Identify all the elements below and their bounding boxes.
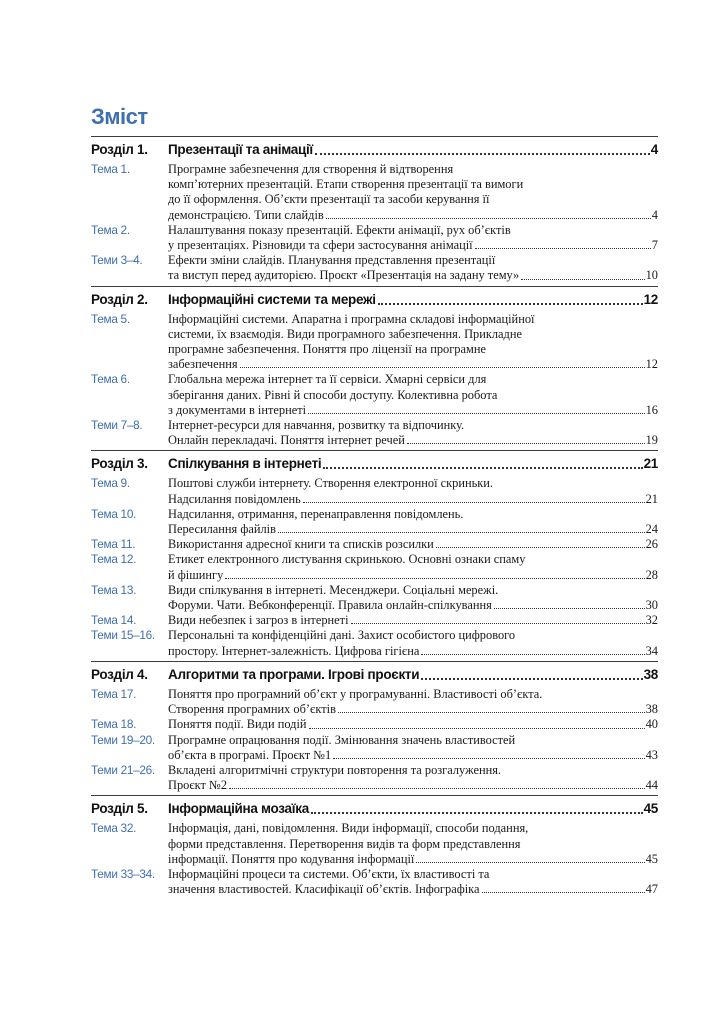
section-heading[interactable] xyxy=(91,137,658,162)
topic-entry[interactable] xyxy=(91,763,658,793)
topic-label: Тема 5. xyxy=(91,311,130,326)
section-title: Інформаційні системи та мережі xyxy=(168,291,376,307)
section-spacer xyxy=(91,897,658,899)
topic-line: до її оформлення. Об’єкти презентації та засоби керування її xyxy=(168,192,490,207)
topic-line: системи, їх взаємодія. Види програмного забезпечення. Прикладне xyxy=(168,326,522,341)
page-title: Зміст xyxy=(91,104,148,129)
topic-line: Інтернет-ресурси для навчання, розвитку та відпочинку. xyxy=(168,418,465,433)
section-page-number: 21 xyxy=(643,456,658,472)
topic-label: Теми 3–4. xyxy=(91,253,143,268)
topic-entry[interactable] xyxy=(91,312,658,373)
dot-leader xyxy=(416,862,644,863)
toc-list xyxy=(91,136,658,899)
topic-line: та виступ перед аудиторією. Проєкт «Презентація на задану тему» xyxy=(168,268,520,283)
topic-label: Тема 18. xyxy=(91,717,137,732)
dot-leader xyxy=(407,443,645,444)
topic-text xyxy=(168,763,658,793)
section-page-number: 38 xyxy=(643,666,658,682)
topic-line: Пересилання файлів xyxy=(168,522,276,537)
topic-text xyxy=(168,613,658,628)
topic-label: Тема 12. xyxy=(91,552,137,567)
section-title: Інформаційна мозаїка xyxy=(168,801,309,817)
topic-page-number: 24 xyxy=(645,522,658,537)
topic-line: зберігання даних. Рівні й способи доступу. Колективна робота xyxy=(168,387,498,402)
dot-leader xyxy=(333,758,644,759)
dot-leader xyxy=(494,608,645,609)
topic-last-line xyxy=(168,748,658,763)
dot-leader xyxy=(323,467,642,469)
topic-line: Інформація, дані, повідомлення. Види інформації, способи подання, xyxy=(168,821,529,836)
topic-text xyxy=(168,162,658,223)
topic-line: Створення програмних об’єктів xyxy=(168,702,336,717)
topic-text xyxy=(168,223,658,253)
topic-entry[interactable] xyxy=(91,223,658,253)
topic-page-number: 12 xyxy=(645,357,658,372)
dot-leader xyxy=(278,532,645,533)
topic-line: Надсилання повідомлень xyxy=(168,491,301,506)
dot-leader xyxy=(475,248,651,249)
topic-text xyxy=(168,583,658,613)
section-page-number: 45 xyxy=(643,801,658,817)
topic-text xyxy=(168,867,658,897)
dot-leader xyxy=(436,547,645,548)
topic-page-number: 44 xyxy=(645,778,658,793)
topic-line: комп’ютерних презентацій. Етапи створення презентації та вимоги xyxy=(168,177,524,192)
topic-text xyxy=(168,418,658,448)
section-title: Алгоритми та програми. Ігрові проєкти xyxy=(168,666,420,682)
dot-leader xyxy=(309,728,645,729)
topic-label: Теми 33–34. xyxy=(91,866,155,881)
topic-entry[interactable] xyxy=(91,476,658,506)
topic-page-number: 10 xyxy=(645,268,658,283)
dot-leader xyxy=(521,279,644,280)
topic-text xyxy=(168,733,658,763)
section-title: Презентації та анімації xyxy=(168,142,313,157)
topic-line: Надсилання, отримання, перенаправлення повідомлень. xyxy=(168,506,464,521)
topic-line: Поняття події. Види подій xyxy=(168,717,307,732)
section-heading[interactable] xyxy=(91,796,658,821)
topic-entry[interactable] xyxy=(91,628,658,658)
topic-label: Тема 2. xyxy=(91,222,130,237)
dot-leader xyxy=(482,892,645,893)
topic-text xyxy=(168,537,658,552)
topic-line: Онлайн перекладачі. Поняття інтернет речей xyxy=(168,433,405,448)
topic-label: Тема 9. xyxy=(91,476,130,491)
dot-leader xyxy=(240,367,645,368)
dot-leader xyxy=(351,623,645,624)
topic-last-line xyxy=(168,403,658,418)
topic-text xyxy=(168,687,658,717)
topic-text xyxy=(168,552,658,582)
topic-line: Види небезпек і загроз в інтернеті xyxy=(168,613,349,628)
section-number: Розділ 5. xyxy=(91,801,148,817)
dot-leader xyxy=(338,712,645,713)
section-number: Розділ 4. xyxy=(91,666,148,682)
topic-page-number: 7 xyxy=(651,238,658,253)
topic-label: Тема 1. xyxy=(91,162,130,176)
topic-last-line xyxy=(168,522,658,537)
topic-entry[interactable] xyxy=(91,583,658,613)
dot-leader xyxy=(326,218,651,219)
topic-line: у презентаціях. Різновиди та сфери застосування анімації xyxy=(168,238,473,253)
topic-line: Поняття про програмний об’єкт у програмуванні. Властивості об’єкта. xyxy=(168,686,543,701)
topic-text xyxy=(168,821,658,867)
topic-label: Теми 19–20. xyxy=(91,732,155,747)
topic-line: Етикет електронного листування скринькою. Основні ознаки спаму xyxy=(168,552,526,567)
topic-line: Вкладені алгоритмічні структури повторення та розгалуження. xyxy=(168,762,502,777)
topic-text xyxy=(168,717,658,732)
topic-last-line xyxy=(168,238,658,253)
topic-last-line xyxy=(168,598,658,613)
topic-page-number: 26 xyxy=(645,537,658,552)
topic-last-line xyxy=(168,613,658,628)
topic-entry[interactable] xyxy=(91,687,658,717)
topic-label: Теми 21–26. xyxy=(91,762,155,777)
topic-page-number: 40 xyxy=(645,717,658,732)
topic-label: Тема 17. xyxy=(91,686,137,701)
topic-label: Теми 7–8. xyxy=(91,418,143,433)
topic-entry[interactable] xyxy=(91,162,658,223)
topic-last-line xyxy=(168,268,658,283)
topic-line: об’єкта в програмі. Проєкт №1 xyxy=(168,747,332,762)
topic-last-line xyxy=(168,717,658,732)
topic-line: простору. Інтернет-залежність. Цифрова гігієна xyxy=(168,643,420,658)
topic-entry[interactable] xyxy=(91,253,658,283)
topic-page-number: 47 xyxy=(645,882,658,897)
topic-label: Тема 11. xyxy=(91,537,136,552)
topic-text xyxy=(168,628,658,658)
topic-line: й фішингу xyxy=(168,567,224,582)
topic-page-number: 4 xyxy=(651,207,658,222)
topic-text xyxy=(168,253,658,283)
topic-last-line xyxy=(168,568,658,583)
topic-line: Ефекти зміни слайдів. Планування представлення презентації xyxy=(168,253,496,268)
topic-last-line xyxy=(168,492,658,507)
topic-line: Види спілкування в інтернеті. Месенджери. Соціальні мережі. xyxy=(168,582,499,597)
topic-line: Використання адресної книги та списків розсилки xyxy=(168,537,434,552)
topic-line: демонстрацією. Типи слайдів xyxy=(168,207,324,222)
topic-entry[interactable] xyxy=(91,418,658,448)
topic-label: Тема 32. xyxy=(91,821,137,836)
dot-leader xyxy=(421,654,644,655)
topic-page-number: 34 xyxy=(645,643,658,658)
topic-label: Теми 15–16. xyxy=(91,628,155,643)
topic-page-number: 32 xyxy=(645,613,658,628)
topic-line: Інформаційні системи. Апаратна і програмна складові інформаційної xyxy=(168,311,535,326)
topic-line: Поштові служби інтернету. Створення електронної скриньки. xyxy=(168,476,493,491)
topic-line: Форуми. Чати. Вебконференції. Правила онлайн-спілкування xyxy=(168,598,492,613)
section-number: Розділ 3. xyxy=(91,456,148,472)
topic-line: з документами в інтернеті xyxy=(168,402,307,417)
topic-line: Програмне забезпечення для створення й відтворення xyxy=(168,162,454,176)
topic-entry[interactable] xyxy=(91,372,658,418)
dot-leader xyxy=(225,578,644,579)
section-title: Спілкування в інтернеті xyxy=(168,456,322,472)
topic-page-number: 38 xyxy=(645,702,658,717)
topic-entry[interactable] xyxy=(91,613,658,628)
topic-line: інформації. Поняття про кодування інформації xyxy=(168,851,415,866)
section-number: Розділ 1. xyxy=(91,142,148,157)
topic-label: Тема 6. xyxy=(91,372,130,387)
section-heading[interactable] xyxy=(91,451,658,476)
dot-leader xyxy=(421,678,642,680)
topic-last-line xyxy=(168,644,658,659)
topic-last-line xyxy=(168,433,658,448)
topic-line: Програмне опрацювання події. Змінювання значень властивостей xyxy=(168,732,516,747)
topic-entry[interactable] xyxy=(91,733,658,763)
topic-last-line xyxy=(168,537,658,552)
topic-text xyxy=(168,372,658,418)
topic-text xyxy=(168,507,658,537)
section-heading[interactable] xyxy=(91,662,658,687)
topic-entry[interactable] xyxy=(91,821,658,867)
dot-leader xyxy=(229,788,645,789)
topic-page-number: 28 xyxy=(645,567,658,582)
topic-entry[interactable] xyxy=(91,537,658,552)
section-heading[interactable] xyxy=(91,287,658,312)
topic-page-number: 30 xyxy=(645,598,658,613)
dot-leader xyxy=(315,153,650,155)
topic-last-line xyxy=(168,852,658,867)
topic-line: Проєкт №2 xyxy=(168,778,228,793)
dot-leader xyxy=(378,303,643,305)
dot-leader xyxy=(308,413,645,414)
topic-label: Тема 10. xyxy=(91,506,137,521)
topic-line: форми представлення. Перетворення видів та форм представлення xyxy=(168,836,521,851)
topic-text xyxy=(168,476,658,506)
table-of-contents xyxy=(91,104,658,899)
topic-line: Інформаційні процеси та системи. Об’єкти, їх властивості та xyxy=(168,866,490,881)
topic-last-line xyxy=(168,882,658,897)
topic-page-number: 21 xyxy=(645,491,658,506)
topic-page-number: 19 xyxy=(645,433,658,448)
section-page-number: 4 xyxy=(650,142,658,157)
topic-last-line xyxy=(168,778,658,793)
topic-line: Налаштування показу презентацій. Ефекти анімації, рух об’єктів xyxy=(168,222,511,237)
topic-last-line xyxy=(168,208,658,223)
topic-line: програмне забезпечення. Поняття про ліцензії на програмне xyxy=(168,342,486,357)
topic-page-number: 43 xyxy=(645,747,658,762)
topic-label: Тема 14. xyxy=(91,613,137,628)
topic-line: Глобальна мережа інтернет та її сервіси. Хмарні сервіси для xyxy=(168,372,487,387)
topic-label: Тема 13. xyxy=(91,582,137,597)
topic-entry[interactable] xyxy=(91,552,658,582)
topic-last-line xyxy=(168,702,658,717)
topic-line: забезпечення xyxy=(168,357,238,372)
topic-page-number: 45 xyxy=(645,851,658,866)
topic-page-number: 16 xyxy=(645,402,658,417)
section-number: Розділ 2. xyxy=(91,291,148,307)
topic-line: Персональні та конфіденційні дані. Захист особистого цифрового xyxy=(168,628,516,643)
topic-text xyxy=(168,312,658,373)
dot-leader xyxy=(303,502,645,503)
topic-line: значення властивостей. Класифікації об’єктів. Інфографіка xyxy=(168,882,480,897)
section-page-number: 12 xyxy=(643,291,658,307)
topic-entry[interactable] xyxy=(91,867,658,897)
dot-leader xyxy=(311,812,643,814)
topic-last-line xyxy=(168,357,658,372)
topic-entry[interactable] xyxy=(91,507,658,537)
topic-entry[interactable] xyxy=(91,717,658,732)
